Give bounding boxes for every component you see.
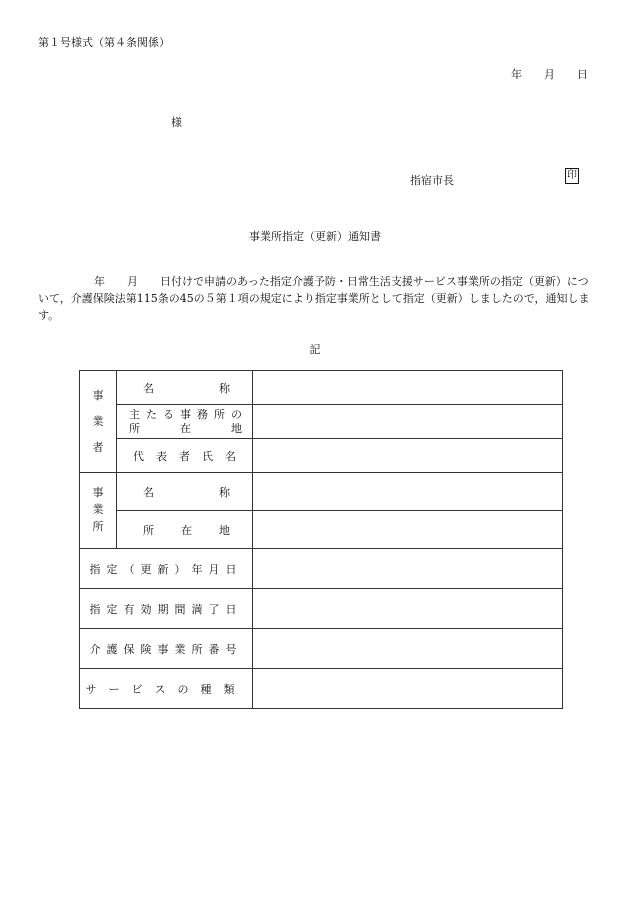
label-designation-date: 指定（更新）年月日 bbox=[80, 549, 253, 589]
label-char: 地 bbox=[231, 421, 242, 435]
label-char: 称 bbox=[219, 485, 230, 499]
table-row bbox=[80, 511, 563, 549]
table-row bbox=[80, 669, 563, 709]
label-name bbox=[117, 473, 253, 511]
label-char: 地 bbox=[219, 523, 230, 537]
table-row bbox=[80, 473, 563, 511]
table-row bbox=[80, 439, 563, 473]
group-jigyosho bbox=[80, 473, 117, 549]
label-expiry-date: 指定有効期間満了日 bbox=[80, 589, 253, 629]
value-cell bbox=[253, 511, 563, 549]
body-paragraph: 年 月 日付けで申請のあった指定介護予防・日常生活支援サービス事業所の指定（更新）について，介護保険法第115条の45の５第１項の規定により指定事業所として指定（更新）しましたので，通知します。 bbox=[38, 275, 590, 322]
label-char: 務 bbox=[197, 407, 208, 421]
seal-mark: 印 bbox=[565, 168, 579, 184]
label-char: 在 bbox=[180, 421, 191, 435]
value-cell bbox=[253, 473, 563, 511]
issuer-name: 指宿市長 bbox=[410, 174, 454, 187]
label-char: 者 bbox=[179, 449, 190, 463]
table-row bbox=[80, 405, 563, 439]
value-cell bbox=[253, 589, 563, 629]
value-cell bbox=[253, 371, 563, 405]
issue-date: 年 月 日 bbox=[511, 68, 588, 81]
form-number-label: 第１号様式（第４条関係） bbox=[38, 36, 170, 49]
addressee-honorific: 様 bbox=[171, 116, 182, 129]
label-service-type: サービスの種類 bbox=[80, 669, 253, 709]
value-cell bbox=[253, 669, 563, 709]
group-label: 事業者 bbox=[92, 388, 104, 454]
label-char: た bbox=[146, 407, 157, 421]
label-char: 名 bbox=[225, 449, 236, 463]
ki-heading: 記 bbox=[309, 343, 321, 356]
label-char: 名 bbox=[143, 381, 154, 395]
label-char: 所 bbox=[129, 421, 140, 435]
label-char: 名 bbox=[143, 485, 154, 499]
label-char: 主 bbox=[129, 407, 140, 421]
label-office-number: 介護保険事業所番号 bbox=[80, 629, 253, 669]
value-cell bbox=[253, 405, 563, 439]
value-cell bbox=[253, 629, 563, 669]
label-office-location bbox=[117, 405, 253, 439]
notification-table bbox=[79, 370, 563, 709]
label-char: 氏 bbox=[202, 449, 213, 463]
document-title: 事業所指定（更新）通知書 bbox=[249, 230, 381, 243]
label-char: 表 bbox=[156, 449, 167, 463]
table-row bbox=[80, 629, 563, 669]
value-cell bbox=[253, 549, 563, 589]
label-char: の bbox=[231, 407, 242, 421]
group-label: 事業所 bbox=[92, 485, 104, 533]
table-row bbox=[80, 589, 563, 629]
label-location bbox=[117, 511, 253, 549]
label-char: 事 bbox=[180, 407, 191, 421]
label-char: 在 bbox=[181, 523, 192, 537]
label-name bbox=[117, 371, 253, 405]
label-representative bbox=[117, 439, 253, 473]
table-row bbox=[80, 371, 563, 405]
label-char: 称 bbox=[219, 381, 230, 395]
label-char: 所 bbox=[214, 407, 225, 421]
group-jigyosha bbox=[80, 371, 117, 473]
label-char: 代 bbox=[133, 449, 144, 463]
label-char: る bbox=[163, 407, 174, 421]
table-row bbox=[80, 549, 563, 589]
label-char: 所 bbox=[143, 523, 154, 537]
value-cell bbox=[253, 439, 563, 473]
